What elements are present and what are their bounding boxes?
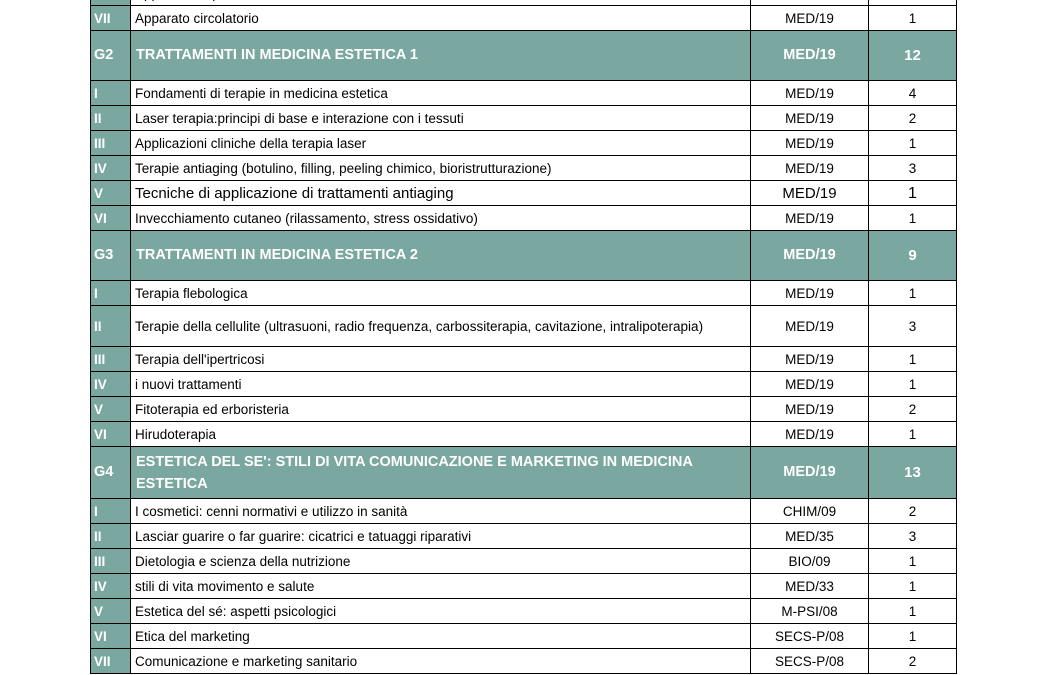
- row-number-cell: VI: [91, 422, 131, 447]
- row-title-cell: Terapie della cellulite (ultrasuoni, radio frequenza, carbossiterapia, cavitazione, intralipoterapia): [131, 306, 751, 347]
- row-number-cell: VII: [91, 6, 131, 31]
- row-code-cell: M-PSI/08: [751, 599, 869, 624]
- table-row: [91, 347, 957, 372]
- row-code-cell: MED/19: [751, 372, 869, 397]
- row-number-cell: I: [91, 81, 131, 106]
- table-row: [91, 524, 957, 549]
- module-header-row: [91, 231, 957, 281]
- row-code-cell: MED/19: [751, 31, 869, 81]
- table-row: [91, 599, 957, 624]
- row-number-cell: VI: [91, 206, 131, 231]
- table-row: [91, 106, 957, 131]
- row-code-cell: MED/19: [751, 156, 869, 181]
- row-code-cell: MED/19: [751, 422, 869, 447]
- row-code-cell: SECS-P/08: [751, 649, 869, 674]
- table-row: [91, 6, 957, 31]
- row-cfu-cell: 1: [869, 131, 957, 156]
- row-number-cell: VI: [91, 624, 131, 649]
- row-code-cell: CHIM/09: [751, 499, 869, 524]
- row-title-cell: Estetica del sé: aspetti psicologici: [131, 599, 751, 624]
- row-number-cell: IV: [91, 156, 131, 181]
- row-number-cell: IV: [91, 372, 131, 397]
- table-row: [91, 156, 957, 181]
- row-number-cell: II: [91, 306, 131, 347]
- curriculum-table: [90, 0, 957, 674]
- table-row: [91, 624, 957, 649]
- table-row: [91, 397, 957, 422]
- row-cfu-cell: 2: [869, 106, 957, 131]
- row-title-cell: Comunicazione e marketing sanitario: [131, 649, 751, 674]
- row-number-cell: IV: [91, 574, 131, 599]
- row-title-cell: Terapia dell'ipertricosi: [131, 347, 751, 372]
- table-row: [91, 81, 957, 106]
- row-code-cell: MED/19: [751, 131, 869, 156]
- row-code-cell: MED/19: [751, 106, 869, 131]
- row-cfu-cell: 3: [869, 306, 957, 347]
- row-number-cell: II: [91, 106, 131, 131]
- row-title-cell: Applicazioni cliniche della terapia laser: [131, 131, 751, 156]
- row-title-cell: TRATTAMENTI IN MEDICINA ESTETICA 2: [131, 231, 751, 281]
- table-row: [91, 499, 957, 524]
- row-number-cell: G3: [91, 231, 131, 281]
- row-number-cell: III: [91, 347, 131, 372]
- row-title-cell: Fitoterapia ed erboristeria: [131, 397, 751, 422]
- row-cfu-cell: 9: [869, 231, 957, 281]
- row-code-cell: MED/19: [751, 397, 869, 422]
- row-code-cell: MED/19: [751, 6, 869, 31]
- row-title-cell: Laser terapia:principi di base e interazione con i tessuti: [131, 106, 751, 131]
- row-code-cell: MED/19: [751, 206, 869, 231]
- module-header-row: [91, 31, 957, 81]
- row-code-cell: MED/19: [751, 306, 869, 347]
- row-cfu-cell: 1: [869, 6, 957, 31]
- row-number-cell: G2: [91, 31, 131, 81]
- row-cfu-cell: 1: [869, 181, 957, 206]
- table-row: [91, 131, 957, 156]
- row-title-cell: Tecniche di applicazione di trattamenti antiaging: [131, 181, 751, 206]
- row-cfu-cell: 1: [869, 624, 957, 649]
- row-number-cell: VII: [91, 649, 131, 674]
- row-cfu-cell: 4: [869, 81, 957, 106]
- row-title-cell: Lasciar guarire o far guarire: cicatrici e tatuaggi riparativi: [131, 524, 751, 549]
- row-cfu-cell: 13: [869, 447, 957, 499]
- table-row: [91, 306, 957, 347]
- row-code-cell: MED/19: [751, 181, 869, 206]
- row-cfu-cell: 2: [869, 649, 957, 674]
- row-cfu-cell: 1: [869, 372, 957, 397]
- row-code-cell: MED/33: [751, 574, 869, 599]
- module-header-row: [91, 447, 957, 499]
- table-row: [91, 549, 957, 574]
- curriculum-table-body: [91, 0, 957, 674]
- table-row: [91, 649, 957, 674]
- row-title-cell: i nuovi trattamenti: [131, 372, 751, 397]
- row-cfu-cell: 1: [869, 549, 957, 574]
- row-title-cell: stili di vita movimento e salute: [131, 574, 751, 599]
- row-cfu-cell: 1: [869, 574, 957, 599]
- row-number-cell: V: [91, 181, 131, 206]
- row-number-cell: III: [91, 549, 131, 574]
- row-cfu-cell: 3: [869, 524, 957, 549]
- row-cfu-cell: 1: [869, 347, 957, 372]
- table-row: [91, 281, 957, 306]
- table-row: [91, 206, 957, 231]
- row-title-cell: Terapia flebologica: [131, 281, 751, 306]
- table-row: [91, 372, 957, 397]
- row-number-cell: I: [91, 499, 131, 524]
- row-cfu-cell: 1: [869, 206, 957, 231]
- row-code-cell: SECS-P/08: [751, 624, 869, 649]
- row-number-cell: III: [91, 131, 131, 156]
- row-title-cell: Invecchiamento cutaneo (rilassamento, stress ossidativo): [131, 206, 751, 231]
- row-cfu-cell: 3: [869, 156, 957, 181]
- row-cfu-cell: 1: [869, 281, 957, 306]
- row-number-cell: V: [91, 397, 131, 422]
- row-title-cell: Apparato circolatorio: [131, 6, 751, 31]
- row-code-cell: MED/19: [751, 231, 869, 281]
- row-cfu-cell: 1: [869, 599, 957, 624]
- row-title-cell: Fondamenti di terapie in medicina estetica: [131, 81, 751, 106]
- row-code-cell: BIO/09: [751, 549, 869, 574]
- row-title-cell: Terapie antiaging (botulino, filling, peeling chimico, bioristrutturazione): [131, 156, 751, 181]
- row-title-cell: Etica del marketing: [131, 624, 751, 649]
- row-number-cell: II: [91, 524, 131, 549]
- row-title-cell: ESTETICA DEL SE': STILI DI VITA COMUNICAZIONE E MARKETING IN MEDICINA ESTETICA: [131, 447, 751, 499]
- row-cfu-cell: 2: [869, 397, 957, 422]
- row-number-cell: V: [91, 599, 131, 624]
- row-cfu-cell: 12: [869, 31, 957, 81]
- row-title-cell: TRATTAMENTI IN MEDICINA ESTETICA 1: [131, 31, 751, 81]
- row-cfu-cell: 1: [869, 422, 957, 447]
- row-number-cell: G4: [91, 447, 131, 499]
- row-cfu-cell: 2: [869, 499, 957, 524]
- row-code-cell: MED/19: [751, 447, 869, 499]
- row-title-cell: Hirudoterapia: [131, 422, 751, 447]
- row-code-cell: MED/19: [751, 281, 869, 306]
- row-code-cell: MED/19: [751, 81, 869, 106]
- table-row: [91, 422, 957, 447]
- table-row: [91, 574, 957, 599]
- row-code-cell: MED/35: [751, 524, 869, 549]
- row-number-cell: I: [91, 281, 131, 306]
- row-title-cell: I cosmetici: cenni normativi e utilizzo in sanità: [131, 499, 751, 524]
- table-row: [91, 181, 957, 206]
- row-code-cell: MED/19: [751, 347, 869, 372]
- row-title-cell: Dietologia e scienza della nutrizione: [131, 549, 751, 574]
